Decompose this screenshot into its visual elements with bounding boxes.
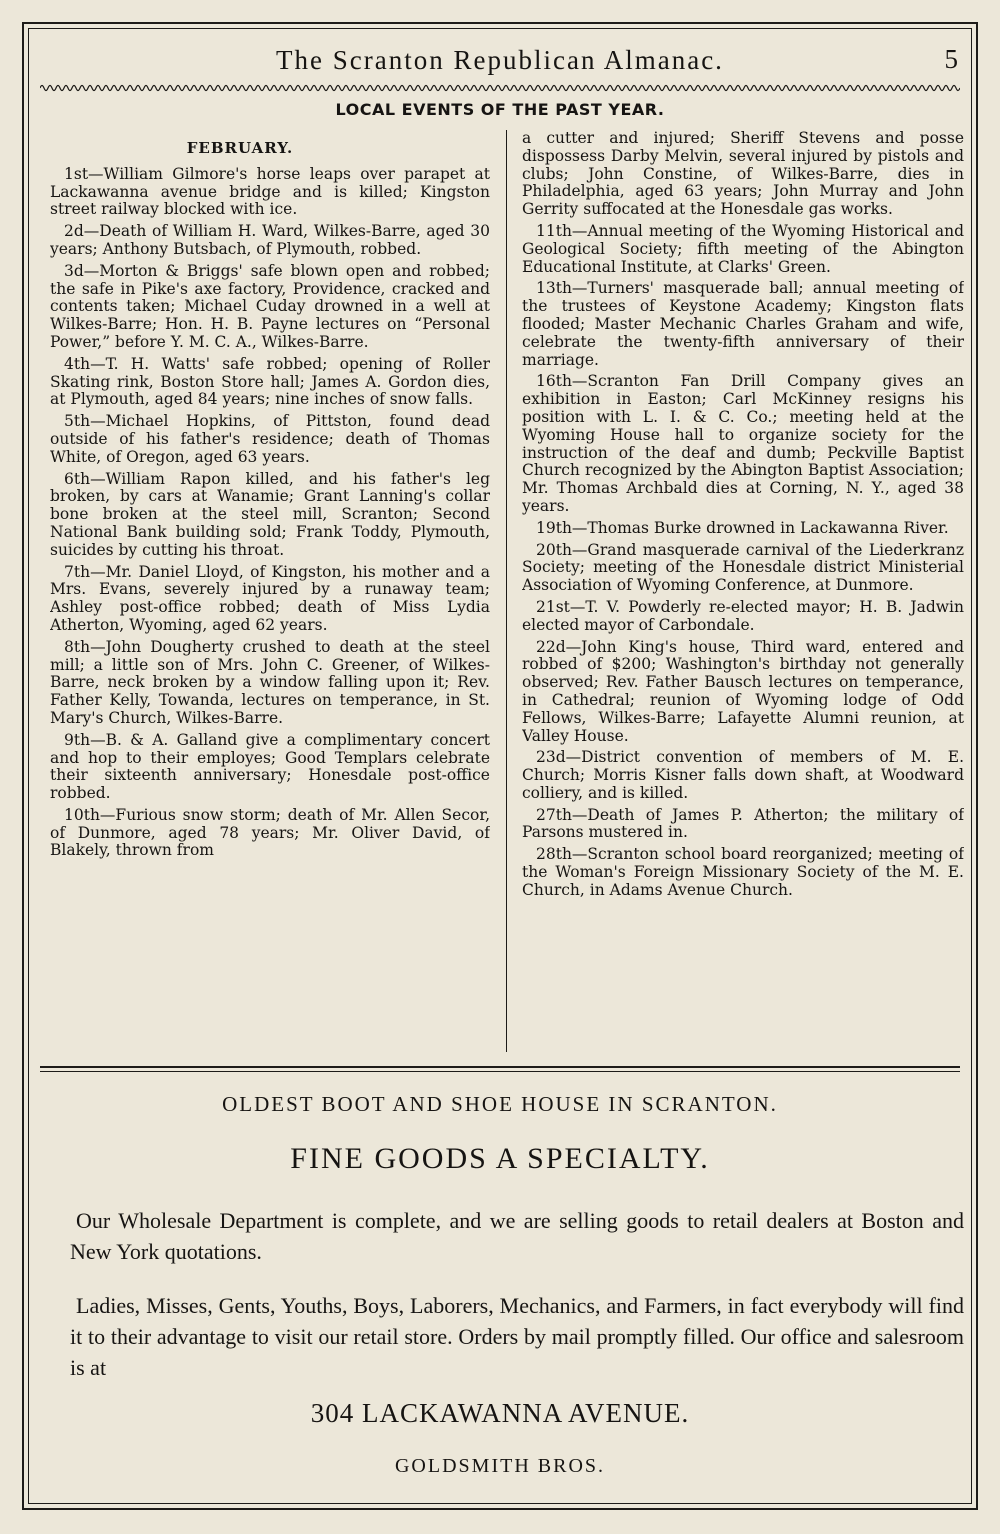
running-title: The Scranton Republican Almanac. bbox=[276, 44, 724, 75]
event-entry: 13th—Turners' masquerade ball; annual meeting of the trustees of Keystone Academy; Kingston flats flooded; Master Mechanic Charles Graham and wife, celebrate the twenty-fifth anniversary of their marriage. bbox=[522, 279, 964, 369]
ad-firm-name: GOLDSMITH BROS. bbox=[394, 1455, 606, 1477]
event-entry: 9th—B. & A. Galland give a complimentary concert and hop to their employes; Good Templars celebrate their sixteenth anniversary; Honesdale post-office robbed. bbox=[50, 730, 490, 803]
event-entry: 10th—Furious snow storm; death of Mr. Allen Secor, of Dunmore, aged 78 years; Mr. Oliver David, of Blakely, thrown from bbox=[50, 805, 490, 860]
advertisement-rule-thin bbox=[40, 1071, 960, 1072]
advertisement-rule-thick bbox=[40, 1066, 960, 1068]
ad-paragraph-wholesale: Our Wholesale Department is complete, and we are selling goods to retail dealers at Boston and New York quotations. bbox=[70, 1208, 964, 1264]
event-entry: 1st—William Gilmore's horse leaps over parapet at Lackawanna avenue bridge and is killed; Kingston street railway blocked with ice. bbox=[50, 164, 490, 219]
event-entry: 6th—William Rapon killed, and his father's leg broken, by cars at Wanamie; Grant Lanning's collar bone broken at the steel mill, Scranton; Second National Bank building sold; Frank Toddy, Plymouth, suicides by cutting his throat. bbox=[50, 469, 490, 559]
ad-address: 304 LACKAWANNA AVENUE. bbox=[310, 1398, 690, 1428]
column-divider bbox=[506, 130, 507, 1052]
ad-specialty: FINE GOODS A SPECIALTY. bbox=[290, 1142, 710, 1175]
event-entry: 16th—Scranton Fan Drill Company gives an exhibition in Easton; Carl McKinney resigns his position with L. I. & C. Co.; meeting held at the Wyoming House hall to organize society for the instruction of the deaf and dumb; Peckville Baptist Church recognized by the Abington Baptist Association; Mr. Thomas Archbald dies at Corning, N. Y., aged 38 years. bbox=[522, 372, 964, 515]
event-entry: 2d—Death of William H. Ward, Wilkes-Barre, aged 30 years; Anthony Butsbach, of Plymouth, robbed. bbox=[50, 222, 490, 258]
event-entry: 23d—District convention of members of M. E. Church; Morris Kisner falls down shaft, at Woodward colliery, and is killed. bbox=[522, 748, 964, 802]
ad-paragraph-retail: Ladies, Misses, Gents, Youths, Boys, Laborers, Mechanics, and Farmers, in fact everybody will find it to their advantage to visit our retail store. Orders by mail promptly filled. Our office and salesroom is at bbox=[70, 1293, 964, 1380]
event-entry: 7th—Mr. Daniel Lloyd, of Kingston, his mother and a Mrs. Evans, severely injured by a runaway team; Ashley post-office robbed; death of Miss Lydia Atherton, Wyoming, aged 62 years. bbox=[50, 562, 490, 634]
event-entry-continued: a cutter and injured; Sheriff Stevens and posse dispossess Darby Melvin, several injured by pistols and clubs; John Constine, of Wilkes-Barre, dies in Philadelphia, aged 63 years; John Murray and John Gerrity suffocated at the Honesdale gas works. bbox=[522, 130, 964, 219]
events-column-right bbox=[522, 130, 964, 1055]
ad-headline: OLDEST BOOT AND SHOE HOUSE IN SCRANTON. bbox=[222, 1092, 778, 1116]
events-column-left bbox=[50, 130, 490, 1055]
section-title: LOCAL EVENTS OF THE PAST YEAR. bbox=[335, 100, 665, 119]
month-heading: FEBRUARY. bbox=[186, 139, 294, 157]
event-entry: 20th—Grand masquerade carnival of the Liederkranz Society; meeting of the Honesdale district Ministerial Association of Wyoming Conference, at Dunmore. bbox=[522, 540, 964, 595]
event-entry: 19th—Thomas Burke drowned in Lackawanna River. bbox=[536, 518, 949, 537]
page-number: 5 bbox=[944, 44, 958, 74]
event-entry: 11th—Annual meeting of the Wyoming Historical and Geological Society; fifth meeting of the Abington Educational Institute, at Clarks' Green. bbox=[522, 221, 964, 276]
event-entry: 22d—John King's house, Third ward, entered and robbed of $200; Washington's birthday not generally observed; Rev. Father Bausch lectures on temperance, in Cathedral; reunion of Wyoming lodge of Odd Fellows, Wilkes-Barre; Lafayette Alumni reunion, at Valley House. bbox=[522, 637, 964, 745]
event-entry: 5th—Michael Hopkins, of Pittston, found dead outside of his father's residence; death of Thomas White, of Oregon, aged 63 years. bbox=[50, 412, 490, 466]
event-entry: 28th—Scranton school board reorganized; meeting of the Woman's Foreign Missionary Society of the M. E. Church, in Adams Avenue Church. bbox=[522, 845, 964, 899]
event-entry: 8th—John Dougherty crushed to death at the steel mill; a little son of Mrs. John C. Greener, of Wilkes-Barre, neck broken by a window falling upon it; Rev. Father Kelly, Towanda, lectures on temperance, in St. Mary's Church, Wilkes-Barre. bbox=[50, 637, 490, 727]
event-entry: 4th—T. H. Watts' safe robbed; opening of Roller Skating rink, Boston Store hall; James A. Gordon dies, at Plymouth, aged 84 years; nine inches of snow falls. bbox=[50, 354, 490, 409]
wavy-rule bbox=[40, 82, 960, 94]
running-header bbox=[40, 40, 960, 80]
event-entry: 3d—Morton & Briggs' safe blown open and robbed; the safe in Pike's axe factory, Providence, cracked and contents taken; Michael Cuday drowned in a well at Wilkes-Barre; Hon. H. B. Payne lectures on “Personal Power,” before Y. M. C. A., Wilkes-Barre. bbox=[50, 261, 490, 351]
event-entry: 21st—T. V. Powderly re-elected mayor; H. B. Jadwin elected mayor of Carbondale. bbox=[522, 597, 964, 634]
event-entry: 27th—Death of James P. Atherton; the military of Parsons mustered in. bbox=[522, 805, 964, 842]
